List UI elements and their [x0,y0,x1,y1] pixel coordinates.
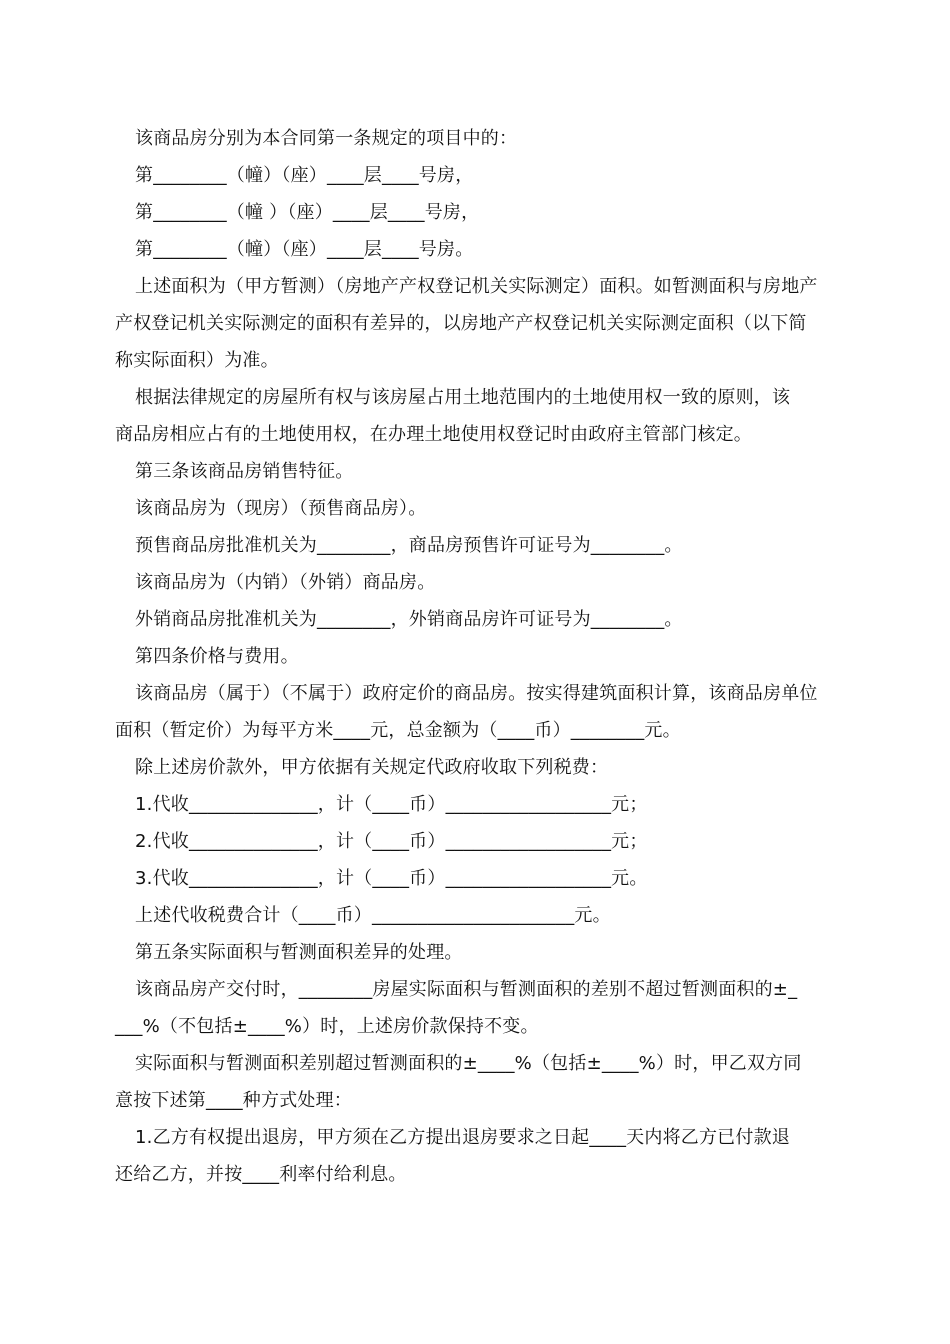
text-line: 实际面积与暂测面积差别超过暂测面积的±____%（包括±____%）时，甲乙双方同 [135,1053,802,1074]
text-line: 外销商品房批准机关为________，外销商品房许可证号为________。 [135,609,683,630]
section-heading: 第四条价格与费用。 [135,646,299,667]
text-line: 该商品房产交付时，________房屋实际面积与暂测面积的差别不超过暂测面积的±_ [135,979,798,1000]
text-line: 该商品房为（现房）（预售商品房）。 [135,498,427,519]
text-line: 第________（幢）（座）____层____号房。 [135,239,474,260]
text-line: 第________（幢）（座）____层____号房， [135,165,474,186]
text-line: 第________（幢 ）（座）____层____号房， [135,202,480,223]
text-line: 根据法律规定的房屋所有权与该房屋占用土地范围内的土地使用权一致的原则，该 [135,387,791,408]
text-line: 该商品房为（内销）（外销）商品房。 [135,572,436,593]
text-line: 意按下述第____种方式处理： [115,1090,352,1111]
list-item: 1.乙方有权提出退房，甲方须在乙方提出退房要求之日起____天内将乙方已付款退 [135,1127,790,1148]
text-line: 面积（暂定价）为每平方米____元，总金额为（____币）________元。 [115,720,681,741]
text-line: 商品房相应占有的土地使用权，在办理土地使用权登记时由政府主管部门核定。 [115,424,752,445]
list-item: 3.代收______________，计（____币）__________________元。 [135,868,648,889]
text-line: ___%（不包括±____%）时，上述房价款保持不变。 [115,1016,539,1037]
text-line: 上述面积为（甲方暂测）（房地产产权登记机关实际测定）面积。如暂测面积与房地产 [135,276,818,297]
text-line: 产权登记机关实际测定的面积有差异的，以房地产产权登记机关实际测定面积（以下简 [115,313,807,334]
list-item: 1.代收______________，计（____币）__________________元； [135,794,648,815]
text-line: 还给乙方，并按____利率付给利息。 [115,1164,407,1185]
document-body [115,120,835,1193]
text-line: 该商品房（属于）（不属于）政府定价的商品房。按实得建筑面积计算，该商品房单位 [135,683,818,704]
text-line: 该商品房分别为本合同第一条规定的项目中的： [135,128,518,149]
list-item: 2.代收______________，计（____币）__________________元； [135,831,648,852]
section-heading: 第五条实际面积与暂测面积差异的处理。 [135,942,463,963]
section-heading: 第三条该商品房销售特征。 [135,461,354,482]
text-line: 除上述房价款外，甲方依据有关规定代政府收取下列税费： [135,757,609,778]
text-line: 称实际面积）为准。 [115,350,279,371]
text-line: 预售商品房批准机关为________，商品房预售许可证号为________。 [135,535,683,556]
text-line: 上述代收税费合计（____币）______________________元。 [135,905,611,926]
